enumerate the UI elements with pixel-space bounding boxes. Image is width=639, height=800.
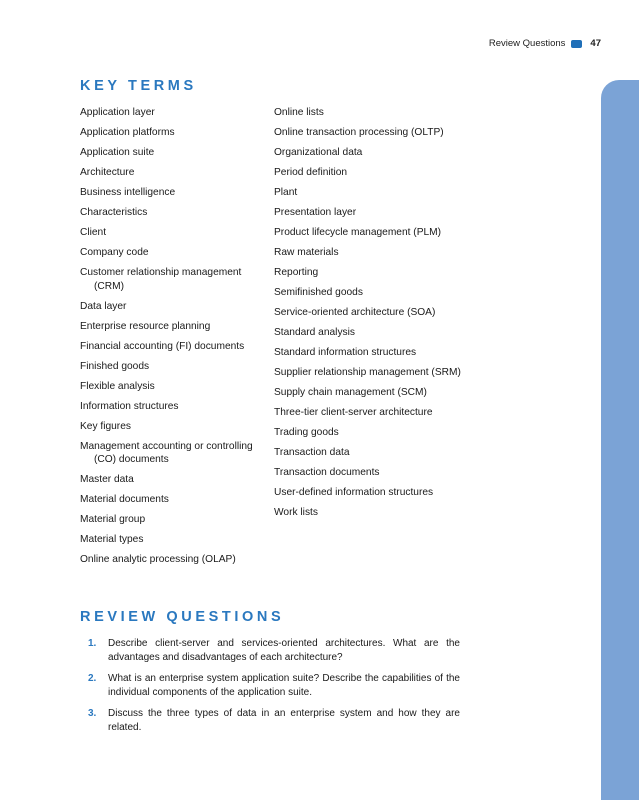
- review-questions-heading: REVIEW QUESTIONS: [80, 609, 285, 625]
- question-item: [88, 637, 460, 664]
- question-item: [88, 672, 460, 699]
- key-term: Online lists: [274, 107, 324, 118]
- key-term: Enterprise resource planning: [80, 320, 211, 332]
- question-number: 1.: [88, 638, 97, 649]
- key-term: Three-tier client-server architecture: [274, 407, 433, 418]
- key-term: Standard analysis: [274, 327, 355, 338]
- question-number: 3.: [88, 708, 97, 719]
- question-item: [88, 707, 460, 734]
- key-term: Supply chain management (SCM): [274, 387, 427, 398]
- key-term: Material types: [80, 534, 144, 545]
- question-text: Describe client-server and services-oriented architectures. What are the advantages and disadvantages of each architecture?: [108, 638, 460, 663]
- key-term: Work lists: [274, 507, 318, 518]
- running-header: [489, 38, 601, 49]
- key-term: Financial accounting (FI) documents: [80, 340, 245, 352]
- key-term: Semifinished goods: [274, 287, 363, 298]
- key-terms-column-1: [80, 106, 265, 573]
- key-term: Reporting: [274, 267, 319, 278]
- key-term: Data layer: [80, 300, 127, 312]
- key-term: Application layer: [80, 107, 155, 118]
- question-number: 2.: [88, 673, 97, 684]
- running-title: Review Questions: [488, 38, 566, 49]
- key-term: Supplier relationship management (SRM): [274, 367, 461, 378]
- key-term: Management accounting or controlling (CO) documents: [80, 440, 253, 465]
- page-number: 47: [590, 38, 601, 49]
- key-term: Service-oriented architecture (SOA): [274, 307, 436, 318]
- key-term: Business intelligence: [80, 187, 176, 198]
- square-bullet-icon: [571, 40, 582, 48]
- key-term: Raw materials: [274, 247, 339, 258]
- key-term: Customer relationship management (CRM): [80, 267, 242, 292]
- key-term: Plant: [274, 187, 298, 198]
- key-term: Finished goods: [80, 360, 150, 372]
- key-term: Standard information structures: [274, 347, 417, 358]
- key-term: Product lifecycle management (PLM): [274, 227, 442, 238]
- key-term: Master data: [80, 474, 134, 485]
- key-term: Online transaction processing (OLTP): [274, 127, 444, 138]
- key-term: User-defined information structures: [274, 487, 434, 498]
- key-term: Application platforms: [80, 127, 175, 138]
- key-term: Application suite: [80, 147, 155, 158]
- key-term: Online analytic processing (OLAP): [80, 554, 236, 565]
- key-terms-heading: KEY TERMS: [80, 78, 197, 94]
- key-term: Transaction documents: [274, 467, 380, 478]
- key-term: Transaction data: [274, 447, 350, 458]
- key-term: Trading goods: [274, 427, 339, 438]
- key-term: Architecture: [80, 167, 135, 178]
- key-term: Period definition: [274, 167, 348, 178]
- key-term: Presentation layer: [274, 207, 357, 218]
- key-terms-column-2: [274, 106, 464, 526]
- question-text: What is an enterprise system application suite? Describe the capabilities of the individual components of the application suite.: [108, 673, 460, 698]
- chapter-side-tab: [601, 80, 639, 800]
- key-term: Key figures: [80, 420, 131, 432]
- key-term: Flexible analysis: [80, 380, 155, 392]
- key-term: Information structures: [80, 400, 179, 412]
- key-term: Organizational data: [274, 147, 363, 158]
- key-term: Company code: [80, 247, 149, 258]
- question-text: Discuss the three types of data in an enterprise system and how they are related.: [108, 708, 460, 733]
- key-term: Material documents: [80, 494, 169, 505]
- key-term: Material group: [80, 514, 146, 525]
- key-term: Client: [80, 227, 107, 238]
- review-questions-list: [88, 637, 460, 742]
- key-term: Characteristics: [80, 207, 148, 218]
